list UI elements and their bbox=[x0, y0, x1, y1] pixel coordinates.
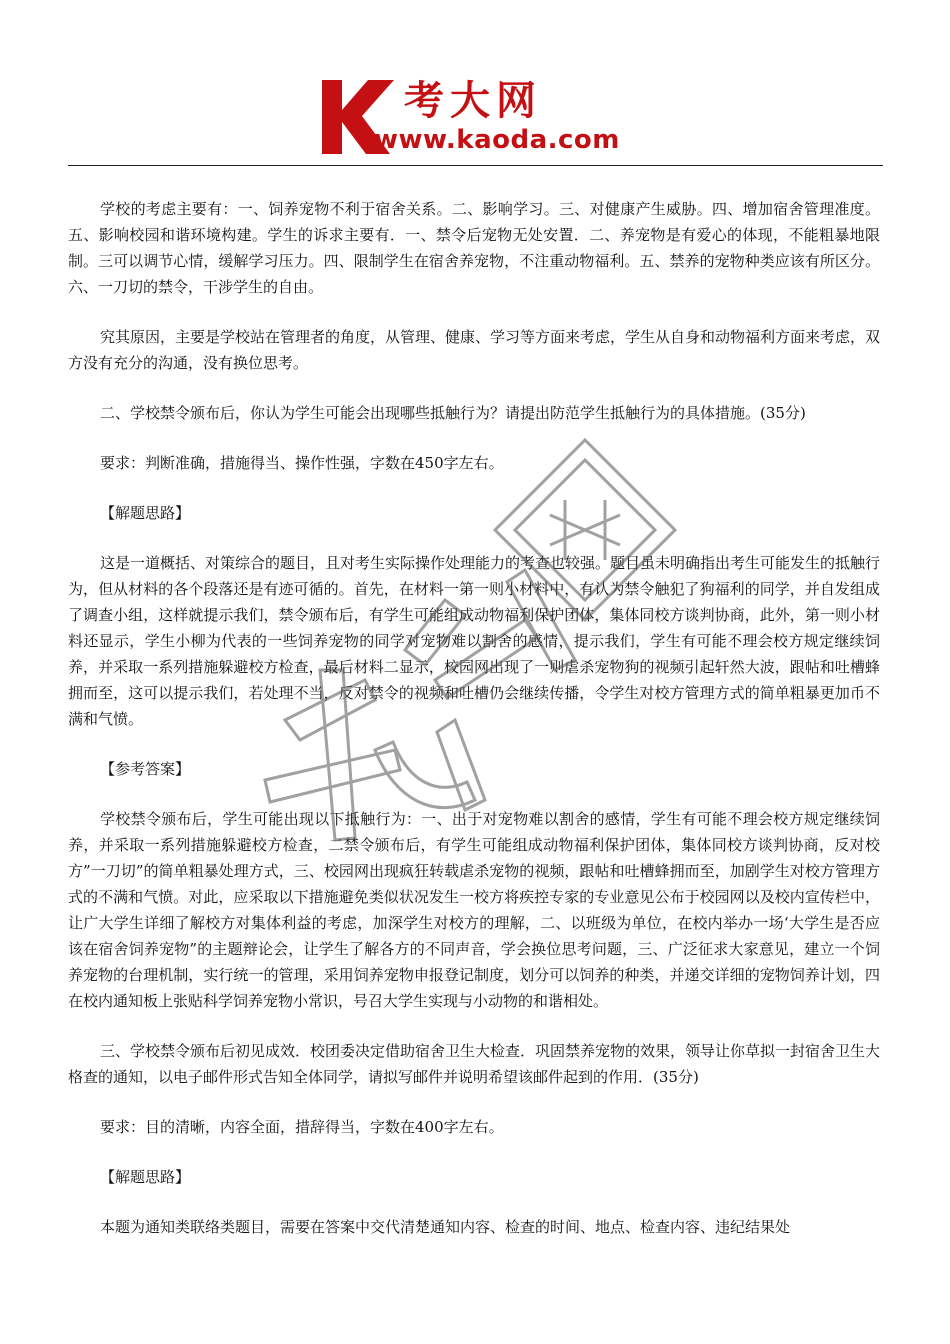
paragraph: 究其原因，主要是学校站在管理者的角度，从管理、健康、学习等方面来考虑，学生从自身和动物福利方面来考虑，双方没有充分的沟通，没有换位思考。 bbox=[68, 328, 881, 372]
requirement: 要求：判断准确，措施得当、操作性强，字数在450字左右。 bbox=[100, 454, 504, 472]
question-2: 二、学校禁令颁布后，你认为学生可能会出现哪些抵触行为？请提出防范学生抵触行为的具体措施。(35分) bbox=[100, 404, 806, 422]
header-divider bbox=[68, 165, 883, 166]
section-label: 【参考答案】 bbox=[100, 760, 191, 778]
logo-chinese-name: 考大网 bbox=[404, 78, 542, 124]
paragraph: 本题为通知类联络类题目，需要在答案中交代清楚通知内容、检查的时间、地点、检查内容、违纪结果处 bbox=[100, 1218, 791, 1236]
document-body bbox=[68, 196, 880, 1264]
paragraph: 学校禁令颁布后，学生可能出现以下抵触行为：一、出于对宠物难以割舍的感情，学生有可能不理会校方规定继续饲养，并采取一系列措施躲避校方检查，二禁令颁布后，有学生可能组成动物福利保护团体，集体同校方谈判协商，反对校方”一刀切”的简单粗暴处理方式，三、校园网出现疯狂转载虐杀宠物的视频，跟帖和吐槽蜂拥而至，加剧学生对校方管理方式的不满和气愤。对此，应采取以下措施避免类似状况发生一校方将疾控专家的专业意见公布于校园网以及校内宣传栏中，让广大学生详细了解校方对集体利益的考虑，加深学生对校方的理解，二、以班级为单位，在校内举办一场‘大学生是否应该在宿舍饲养宠物”的主题辩论会，让学生了解各方的不同声音，学会换位思考问题，三、广泛征求大家意见，建立一个饲养宠物的台理机制，实行统一的管理，采用饲养宠物申报登记制度，划分可以饲养的种类，并递交详细的宠物饲养计划，四在校内通知板上张贴科学饲养宠物小常识，号召大学生实现与小动物的和谐相处。 bbox=[68, 810, 880, 1010]
requirement: 要求：目的清晰，内容全面，措辞得当，字数在400字左右。 bbox=[100, 1118, 504, 1136]
section-label: 【解题思路】 bbox=[100, 1168, 191, 1186]
logo-url: www.kaoda.com bbox=[374, 125, 620, 155]
page-header bbox=[0, 0, 950, 166]
question-3: 三、学校禁令颁布后初见成效．校团委决定借助宿舍卫生大检查．巩固禁养宠物的效果，领导让你草拟一封宿舍卫生大格查的通知，以电子邮件形式告知全体同学，请拟写邮件并说明希望该邮件起到的作用．(35分) bbox=[68, 1042, 881, 1086]
paragraph: 这是一道概括、对策综合的题目，且对考生实际操作处理能力的考查也较强。题目虽未明确指出考生可能发生的抵触行为，但从材料的各个段落还是有迹可循的。首先，在材料一第一则小材料中，有认为禁令触犯了狗福利的同学，并自发组成了调查小组，这样就提示我们，禁令颁布后，有学生可能组成动物福利保护团体，集体同校方谈判协商，此外，第一则小材料还显示，学生小柳为代表的一些饲养宠物的同学对宠物难以割舍的感情，提示我们，学生有可能不理会校方规定继续饲养，并采取一系列措施躲避校方检查，最后材料二显示，校园网出现了一则虐杀宠物狗的视频引起轩然大波，跟帖和吐槽蜂拥而至，这可以提示我们，若处理不当，反对禁令的视频和吐槽仍会继续传播，令学生对校方管理方式的简单粗暴更加币不满和气愤。 bbox=[68, 554, 881, 728]
paragraph: 学校的考虑主要有：一、饲养宠物不利于宿舍关系。二、影响学习。三、对健康产生威胁。四、增加宿舍管理准度。五、影响校园和谐环境构建。学生的诉求主要有．一、禁令后宠物无处安置．二、养宠物是有爱心的体现，不能粗暴地限制。三可以调节心情，缓解学习压力。四、限制学生在宿舍养宠物，不注重动物福利。五、禁养的宠物种类应该有所区分。六、一刀切的禁令，干涉学生的自由。 bbox=[68, 200, 880, 296]
section-label: 【解题思路】 bbox=[100, 504, 191, 522]
kaoda-logo bbox=[318, 76, 648, 158]
